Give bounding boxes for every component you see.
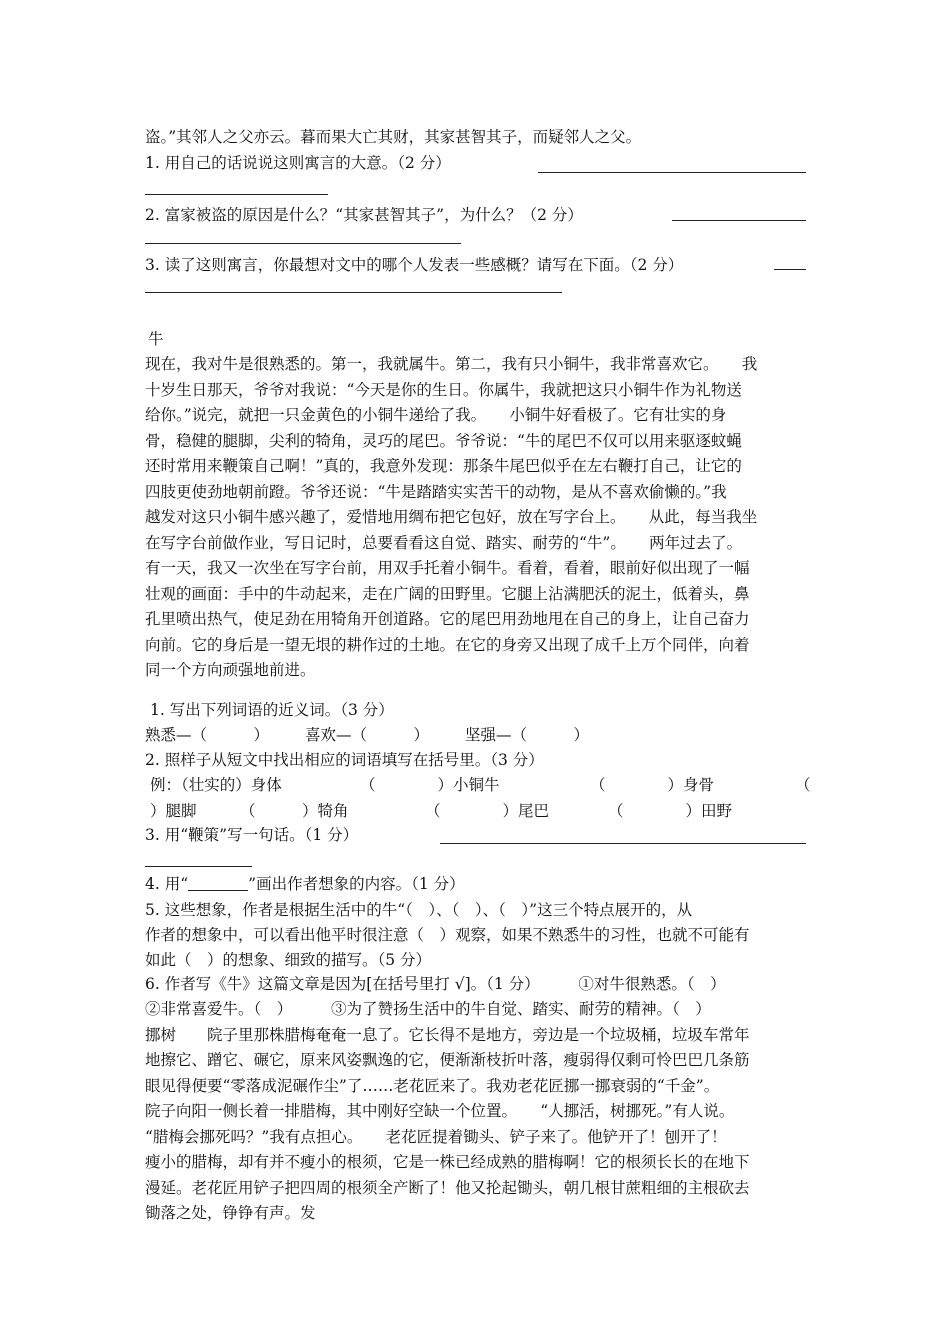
question-5-line: 5. 这些想象，作者是根据生活中的牛“（ ）、（ ）、（ ）”这三个特点展开的，从 — [145, 901, 693, 919]
synonym-item[interactable]: 喜欢—（ ） — [305, 726, 430, 744]
article-line: 骨，稳健的腿脚，尖利的犄角，灵巧的尾巴。爷爷说：“牛的尾巴不仅可以用来驱逐蚊蝇 — [145, 432, 742, 450]
question-6-line: ②非常喜爱牛。（ ） ③为了赞扬生活中的牛自觉、踏实、耐劳的精神。（ ） — [145, 1000, 711, 1018]
fable-question-2: 2. 富家被盗的原因是什么？“其家甚智其子”，为什么？（2 分） — [145, 206, 583, 224]
fill-example: 例：（壮实的）身体 — [150, 776, 282, 794]
article-line: 壮观的画面：手中的牛动起来，走在广阔的田野里。它腿上沾满肥沃的泥土，低着头，鼻 — [145, 585, 750, 603]
question-4-prefix: 4. 用“ — [145, 875, 189, 893]
article-line: 四肢更使劲地朝前蹬。爷爷还说：“牛是踏踏实实苦干的动物，是从不喜欢偷懒的。”我 — [145, 483, 727, 501]
answer-line[interactable] — [145, 866, 252, 867]
article-line: 在写字台前做作业，写日记时，总要看看这自觉、踏实、耐劳的“牛”。 两年过去了。 — [145, 534, 743, 552]
article-title: 牛 — [148, 330, 164, 348]
question-6-line: 6. 作者写《牛》这篇文章是因为[在括号里打 √]。（1 分） ①对牛很熟悉。（ ） — [145, 975, 726, 993]
article2-line: 眼见得便要“零落成泥碾作尘”了……老花匠来了。我劝老花匠挪一挪衰弱的“千金”。 — [145, 1077, 720, 1095]
question-4-suffix: ”画出作者想象的内容。（1 分） — [248, 875, 465, 893]
fill-item[interactable]: ）腿脚 — [150, 802, 197, 820]
article2-line: 挪树 院子里那株腊梅奄奄一息了。它长得不是地方，旁边是一个垃圾桶，垃圾车常年 — [145, 1026, 750, 1044]
article2-line: 漫延。老花匠用铲子把四周的根须全产断了！他又抡起锄头，朝几根甘蔗粗细的主根砍去 — [145, 1179, 750, 1197]
answer-line[interactable] — [538, 172, 806, 173]
answer-line[interactable] — [145, 194, 328, 195]
question-2: 2. 照样子从短文中找出相应的词语填写在括号里。（3 分） — [145, 751, 544, 769]
article-line: 十岁生日那天，爷爷对我说：“今天是你的生日。你属牛，我就把这只小铜牛作为礼物送 — [145, 381, 742, 399]
question-3: 3. 用“鞭策”写一句话。（1 分） — [145, 826, 359, 844]
fill-row — [150, 798, 732, 824]
article2-line: 地擦它、蹭它、碾它，原来风姿飘逸的它，便渐渐枝折叶落，瘦弱得仅剩可怜巴巴几条筋 — [145, 1051, 750, 1069]
article2-line: 锄落之处，铮铮有声。发 — [145, 1204, 316, 1222]
article2-line: 瘦小的腊梅，却有并不瘦小的根须，它是一株已经成熟的腊梅啊！它的根须长长的在地下 — [145, 1153, 750, 1171]
underline-sample — [188, 872, 248, 891]
fill-item[interactable]: （ ）田野 — [608, 802, 733, 820]
synonym-item[interactable]: 坚强—（ ） — [465, 726, 590, 744]
article-line: 越发对这只小铜牛感兴趣了，爱惜地用绸布把它包好，放在写字台上。 从此，每当我坐 — [145, 508, 758, 526]
fill-item[interactable]: （ ）小铜牛 — [360, 776, 500, 794]
article-line: 有一天，我又一次坐在写字台前，用双手托着小铜牛。看着，看着，眼前好似出现了一幅 — [145, 559, 750, 577]
question-5-line: 如此（ ）的想象、细致的描写。（5 分） — [145, 951, 432, 969]
fill-row — [150, 772, 811, 798]
question-1: 1. 写出下列词语的近义词。（3 分） — [150, 701, 394, 719]
answer-line[interactable] — [145, 292, 562, 293]
answer-line[interactable] — [774, 269, 806, 270]
fill-item[interactable]: （ ）犄角 — [240, 802, 349, 820]
fable-question-1: 1. 用自己的话说说这则寓言的大意。（2 分） — [145, 154, 451, 172]
article2-line: 院子向阳一侧长着一排腊梅，其中刚好空缺一个位置。 “人挪活，树挪死。”有人说。 — [145, 1102, 735, 1120]
question-5-line: 作者的想象中，可以看出他平时很注意（ ）观察，如果不熟悉牛的习性，也就不可能有 — [145, 926, 750, 944]
answer-line[interactable] — [672, 220, 806, 221]
fable-tail: 盗。”其邻人之父亦云。暮而果大亡其财，其家甚智其子，而疑邻人之父。 — [145, 128, 642, 146]
article-line: 孔里喷出热气，使足劲在用犄角开创道路。它的尾巴用劲地甩在自己的身上，让自己奋力 — [145, 610, 750, 628]
answer-line[interactable] — [440, 843, 806, 844]
synonym-row — [145, 722, 589, 748]
fable-question-3: 3. 读了这则寓言，你最想对文中的哪个人发表一些感概？请写在下面。（2 分） — [145, 256, 684, 274]
article2-line: “腊梅会挪死吗？”我有点担心。 老花匠提着锄头、铲子来了。他铲开了！刨开了！ — [145, 1128, 727, 1146]
fill-item[interactable]: （ ）尾巴 — [425, 802, 550, 820]
fill-item[interactable]: （ — [795, 776, 811, 794]
article-line: 同一个方向顽强地前进。 — [145, 661, 316, 679]
question-4 — [145, 871, 465, 897]
article-line: 向前。它的身后是一望无垠的耕作过的土地。在它的身旁又出现了成千上万个同伴，向着 — [145, 636, 750, 654]
answer-line[interactable] — [145, 243, 461, 244]
synonym-item[interactable]: 熟悉—（ ） — [145, 726, 270, 744]
fill-item[interactable]: （ ）身骨 — [590, 776, 715, 794]
article-line: 还时常用来鞭策自己啊！”真的，我意外发现：那条牛尾巴似乎在左右鞭打自己，让它的 — [145, 457, 742, 475]
article-line: 给你。”说完，就把一只金黄色的小铜牛递给了我。 小铜牛好看极了。它有壮实的身 — [145, 406, 727, 424]
article-line: 现在，我对牛是很熟悉的。第一，我就属牛。第二，我有只小铜牛，我非常喜欢它。 我 — [145, 355, 758, 373]
